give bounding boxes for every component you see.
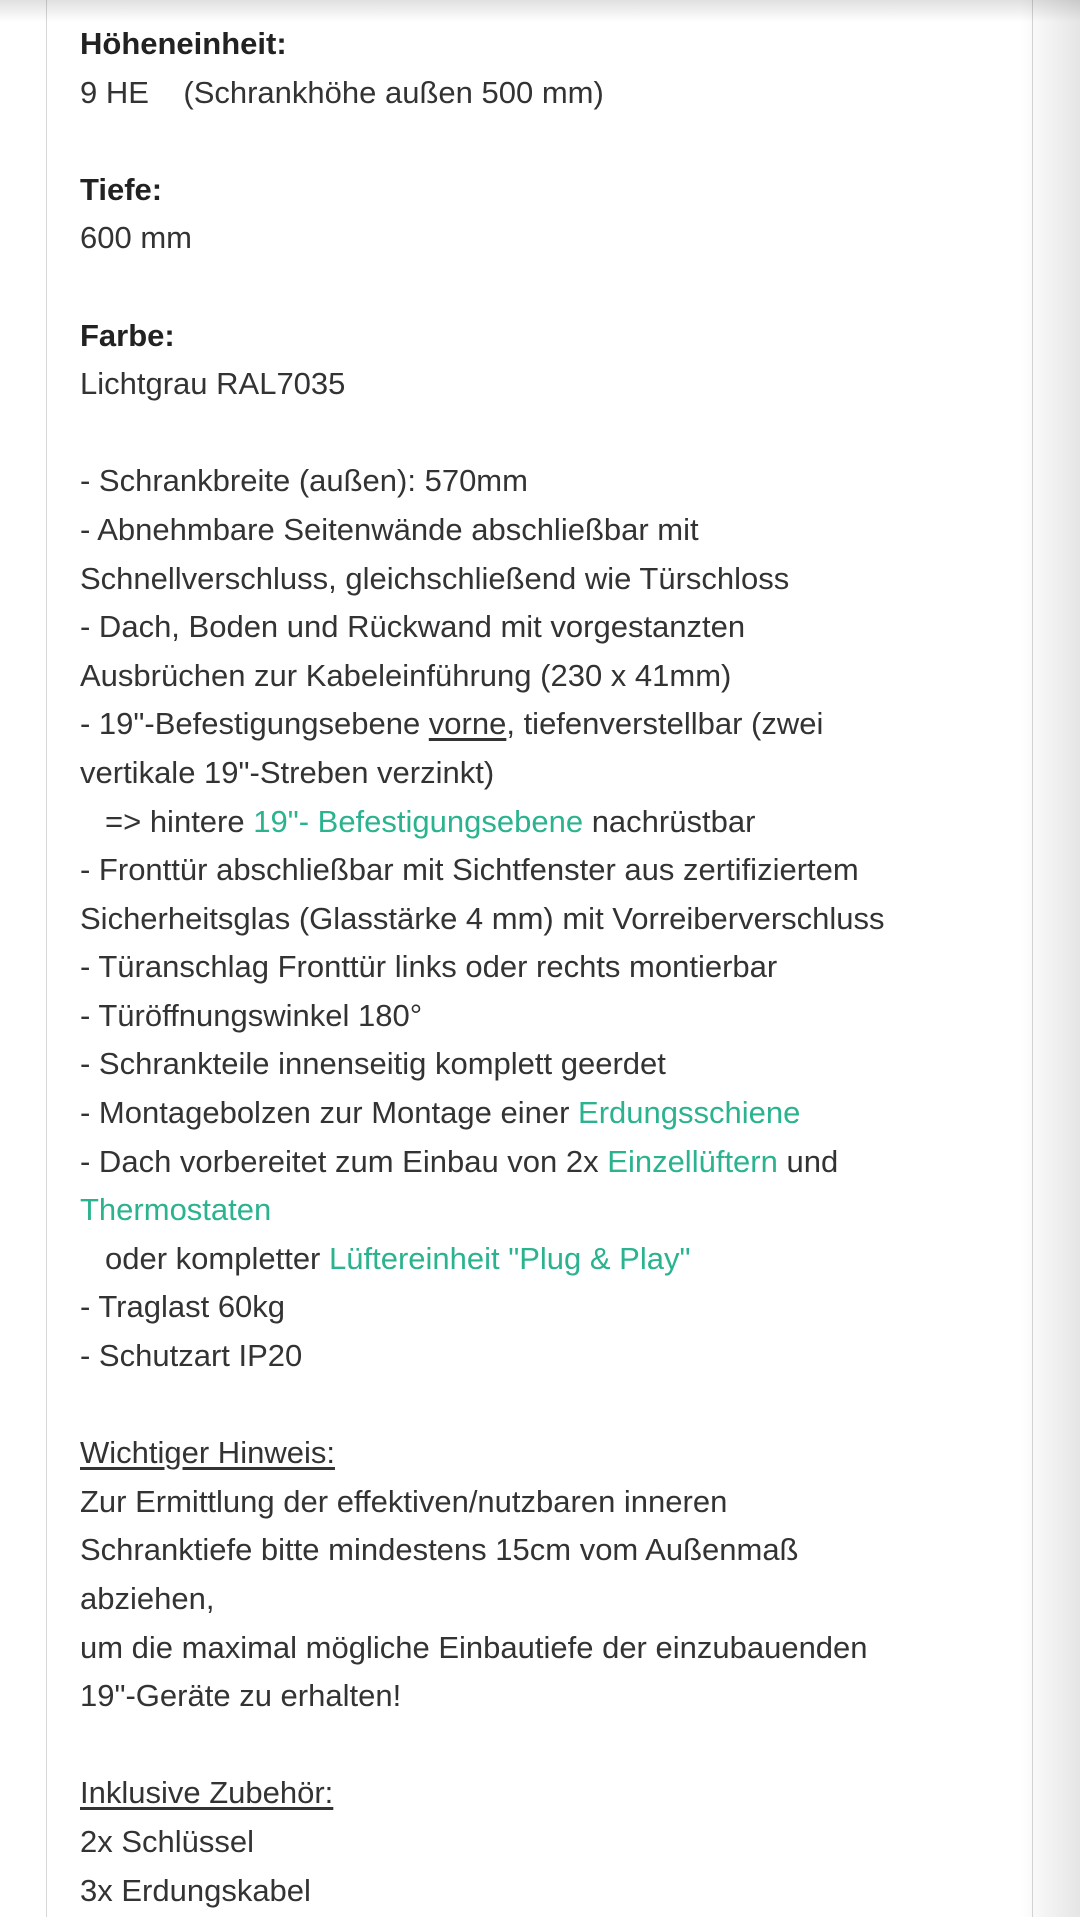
spacer xyxy=(80,117,1010,166)
feature-traglast: - Traglast 60kg xyxy=(80,1289,286,1325)
spacer xyxy=(80,263,1010,312)
feature-befestigungsebene-line1 xyxy=(80,700,1010,749)
zubehoer-item-schluessel: 2x Schlüssel xyxy=(80,1823,255,1859)
feature-geerdet: - Schrankteile innenseitig komplett geerdet xyxy=(80,1046,666,1082)
feature-fronttuer-line1: - Fronttür abschließbar mit Sichtfenster aus zertifiziertem xyxy=(80,852,859,888)
feature-montagebolzen xyxy=(80,1089,1010,1138)
right-edge-shadow xyxy=(1020,0,1080,1917)
montagebolzen-text: - Montagebolzen zur Montage einer xyxy=(80,1095,579,1131)
top-shadow xyxy=(0,0,1080,22)
hinweis-line4: um die maximal mögliche Einbautiefe der einzubauenden xyxy=(80,1629,868,1665)
feature-fronttuer-line2: Sicherheitsglas (Glasstärke 4 mm) mit Vorreiberverschluss xyxy=(80,900,885,936)
einzelluefter-link[interactable]: Einzellüftern xyxy=(607,1143,778,1179)
feature-breite: - Schrankbreite (außen): 570mm xyxy=(80,463,528,499)
feature-seitenwaende-line2: Schnellverschluss, gleichschließend wie Türschloss xyxy=(80,560,790,596)
hinweis-line5: 19"-Geräte zu erhalten! xyxy=(80,1678,402,1714)
spacer xyxy=(80,1721,1010,1770)
zubehoer-item-erdungskabel: 3x Erdungskabel xyxy=(80,1872,311,1908)
nachruestbar-text: nachrüstbar xyxy=(583,803,756,839)
spacer xyxy=(80,1381,1010,1430)
hinweis-line3: abziehen, xyxy=(80,1581,215,1616)
befestigungsebene-link[interactable]: 19"- Befestigungsebene xyxy=(253,803,584,839)
tiefe-value: 600 mm xyxy=(80,220,192,256)
farbe-label: Farbe: xyxy=(80,317,175,353)
und-text: und xyxy=(777,1143,839,1179)
vorne-underlined: vorne xyxy=(428,706,507,742)
hinweis-title: Wichtiger Hinweis: xyxy=(80,1435,335,1471)
hinweis-line2: Schranktiefe bitte mindestens 15cm vom Außenmaß xyxy=(80,1532,799,1568)
spacer xyxy=(80,409,1010,458)
hintere-text: => hintere xyxy=(105,803,254,839)
feature-schutzart: - Schutzart IP20 xyxy=(80,1338,303,1374)
befestigungsebene-text-rest: , tiefenverstellbar (zwei xyxy=(506,706,824,742)
feature-tueranschlag: - Türanschlag Fronttür links oder rechts montierbar xyxy=(80,949,778,985)
feature-seitenwaende-line1: - Abnehmbare Seitenwände abschließbar mit xyxy=(80,511,699,547)
hoehe-value: 9 HE (Schrankhöhe außen 500 mm) xyxy=(80,74,604,110)
feature-dach-line1: - Dach, Boden und Rückwand mit vorgestanzten xyxy=(80,609,746,645)
erdungsschiene-link[interactable]: Erdungsschiene xyxy=(578,1095,801,1131)
feature-befestigungsebene-line2: vertikale 19"-Streben verzinkt) xyxy=(80,754,495,790)
oder-kompletter-text: oder kompletter xyxy=(105,1240,329,1276)
feature-hintere-ebene xyxy=(80,798,1010,847)
thermostaten-link[interactable]: Thermostaten xyxy=(80,1192,272,1228)
befestigungsebene-text: - 19"-Befestigungsebene xyxy=(80,706,429,742)
zubehoer-title: Inklusive Zubehör: xyxy=(80,1775,334,1811)
luftereinheit-link[interactable]: Lüftereinheit "Plug & Play" xyxy=(329,1240,691,1276)
feature-luefter-line2 xyxy=(80,1186,1010,1235)
hinweis-line1: Zur Ermittlung der effektiven/nutzbaren inneren xyxy=(80,1483,728,1519)
feature-luefter-line3 xyxy=(80,1235,1010,1284)
product-description-text xyxy=(80,20,1010,1915)
tiefe-label: Tiefe: xyxy=(80,171,163,207)
feature-luefter-line1 xyxy=(80,1138,1010,1187)
farbe-value: Lichtgrau RAL7035 xyxy=(80,366,346,402)
hoehe-label: Höheneinheit: xyxy=(80,26,287,61)
luefter-text: - Dach vorbereitet zum Einbau von 2x xyxy=(80,1143,608,1179)
feature-dach-line2: Ausbrüchen zur Kabeleinführung (230 x 41mm) xyxy=(80,657,732,693)
feature-oeffnungswinkel: - Türöffnungswinkel 180° xyxy=(80,997,423,1033)
